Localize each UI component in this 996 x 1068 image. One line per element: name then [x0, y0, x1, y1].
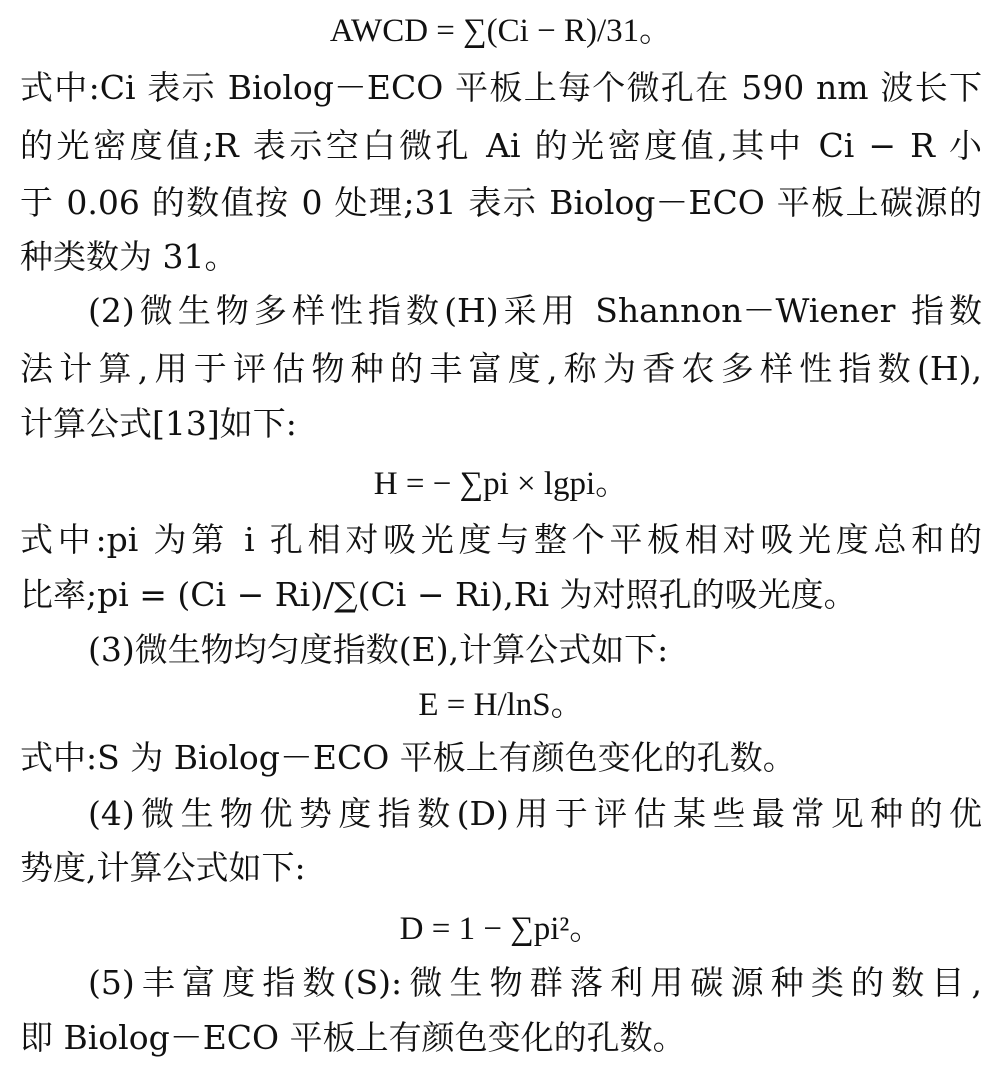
shannon-explanation-line-2: 比率;pi = (Ci − Ri)/∑(Ci − Ri),Ri 为对照孔的吸光度。: [20, 575, 857, 614]
shannon-paragraph-line-3: 计算公式[13]如下:: [20, 404, 297, 443]
evenness-explanation: 式中:S 为 Biolog－ECO 平板上有颜色变化的孔数。: [20, 738, 796, 777]
richness-paragraph-line-1: (5)丰富度指数(S):微生物群落利用碳源种类的数目,: [88, 963, 982, 1002]
shannon-formula: H = − ∑pi × lgpi。: [373, 466, 629, 502]
awcd-explanation-line-3: 于 0.06 的数值按 0 处理;31 表示 Biolog－ECO 平板上碳源的: [20, 183, 982, 222]
richness-paragraph-line-2: 即 Biolog－ECO 平板上有颜色变化的孔数。: [20, 1018, 686, 1057]
awcd-explanation-line-2: 的光密度值;R 表示空白微孔 Ai 的光密度值,其中 Ci − R 小: [20, 126, 982, 165]
dominance-paragraph-line-1: (4)微生物优势度指数(D)用于评估某些最常见种的优: [88, 794, 982, 833]
evenness-heading: (3)微生物均匀度指数(E),计算公式如下:: [88, 630, 669, 669]
shannon-explanation-line-1: 式中:pi 为第 i 孔相对吸光度与整个平板相对吸光度总和的: [20, 520, 982, 559]
dominance-paragraph-line-2: 势度,计算公式如下:: [20, 848, 306, 887]
awcd-explanation-line-1: 式中:Ci 表示 Biolog－ECO 平板上每个微孔在 590 nm 波长下: [20, 68, 982, 107]
awcd-explanation-line-4: 种类数为 31。: [20, 237, 238, 276]
shannon-paragraph-line-1: (2)微生物多样性指数(H)采用 Shannon－Wiener 指数: [88, 291, 982, 330]
evenness-formula: E = H/lnS。: [418, 687, 584, 723]
dominance-formula: D = 1 − ∑pi²。: [399, 911, 603, 947]
shannon-paragraph-line-2: 法计算,用于评估物种的丰富度,称为香农多样性指数(H),: [20, 349, 982, 388]
awcd-formula: AWCD = ∑(Ci − R)/31。: [329, 13, 673, 49]
